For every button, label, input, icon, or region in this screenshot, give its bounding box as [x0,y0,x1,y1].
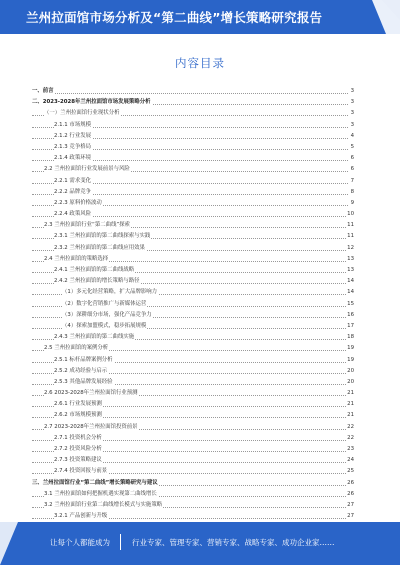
toc-entry-page: 13 [346,254,354,265]
toc-entry-label: 2.7.3 投资策略建议 [54,455,103,466]
toc-entry-label: 2.4.1 兰州拉面馆的第二曲线战略 [54,265,135,276]
toc-entry[interactable] [32,388,354,399]
toc-entry-page: 7 [350,176,354,187]
table-of-contents [32,86,354,534]
toc-entry-label: 一、前言 [32,86,55,97]
toc-entry[interactable] [32,108,354,119]
toc-entry-label: 3.2 兰州拉面馆行业第二曲线增长模式与实施策略 [44,500,163,511]
toc-entry-label: 2.5.1 标杆品牌案例分析 [54,355,114,366]
toc-entry[interactable] [32,187,354,198]
toc-entry-page: 18 [346,332,354,343]
toc-entry-label: 2.3 兰州拉面馆行业“第二曲线”探索 [44,220,131,231]
toc-entry-label: （一）兰州拉面馆行业现状分析 [44,108,120,119]
toc-entry-page: 27 [346,500,354,511]
toc-entry[interactable] [32,299,354,310]
toc-entry[interactable] [32,355,354,366]
toc-entry-page: 3 [350,97,354,108]
toc-entry-page: 11 [346,220,354,231]
toc-entry-label: 2.3.1 兰州拉面馆的第二曲线探索与实践 [54,231,151,242]
toc-entry-label: 2.2.3 原料价格波动 [54,198,103,209]
toc-entry[interactable] [32,287,354,298]
toc-heading: 内容目录 [175,56,225,70]
toc-entry-label: 2.7.1 投资机会分析 [54,433,103,444]
toc-entry[interactable] [32,410,354,421]
toc-entry-page: 21 [346,410,354,421]
footer-tagline: 行业专家、管理专家、营销专家、战略专家、成功企业家…… [132,538,335,547]
toc-entry-label: 2.2.2 品牌竞争 [54,187,92,198]
toc-entry[interactable] [32,511,354,522]
toc-entry-label: 2.4.2 兰州拉面馆的增长策略与路径 [54,276,141,287]
toc-entry-page: 14 [346,276,354,287]
toc-entry[interactable] [32,276,354,287]
toc-entry-label: 2.1.2 行业发展 [54,131,92,142]
toc-entry[interactable] [32,366,354,377]
toc-entry[interactable] [32,466,354,477]
toc-entry[interactable] [32,489,354,500]
toc-entry-label: 二、2023-2028年兰州拉面馆市场发展策略分析 [32,97,152,108]
toc-entry[interactable] [32,433,354,444]
toc-entry[interactable] [32,131,354,142]
toc-entry-page: 6 [350,164,354,175]
toc-entry-page: 8 [350,187,354,198]
toc-entry-page: 19 [346,343,354,354]
toc-entry[interactable] [32,310,354,321]
toc-entry-label: 2.5.3 其他品牌发展经验 [54,377,114,388]
toc-entry-label: 三、兰州拉面馆行业“第二曲线”增长策略研究与建议 [32,478,159,489]
toc-entry[interactable] [32,209,354,220]
toc-entry-label: 2.7.2 投资风险分析 [54,444,103,455]
toc-entry-page: 5 [350,142,354,153]
toc-entry-page: 16 [346,310,354,321]
toc-entry-page: 20 [346,366,354,377]
toc-entry-page: 26 [346,489,354,500]
footer-slogan: 让每个人都能成为 [50,538,110,547]
header-band [0,0,400,34]
toc-entry-label: 2.7 2023-2028年兰州拉面馆投资前景 [44,422,139,433]
toc-entry-page: 22 [346,433,354,444]
toc-entry-label: 2.5.2 成功经验与启示 [54,366,108,377]
toc-entry-page: 3 [350,86,354,97]
toc-entry-page: 21 [346,399,354,410]
footer-divider [120,534,121,550]
toc-entry-page: 17 [346,321,354,332]
toc-entry-page: 3 [350,120,354,131]
toc-entry[interactable] [32,153,354,164]
toc-entry[interactable] [32,321,354,332]
toc-entry-label: 2.4.3 兰州拉面馆的第二曲线实施 [54,332,135,343]
toc-entry-label: （3）深耕细分市场，强化产品竞争力 [62,310,153,321]
toc-entry-page: 15 [346,299,354,310]
toc-entry-label: 2.5 兰州拉面馆的案例分析 [44,343,109,354]
toc-entry-page: 22 [346,422,354,433]
toc-entry[interactable] [32,422,354,433]
toc-entry[interactable] [32,377,354,388]
toc-entry-page: 21 [346,388,354,399]
toc-entry-page: 3 [350,108,354,119]
toc-entry[interactable] [32,164,354,175]
toc-entry-page: 14 [346,287,354,298]
toc-entry-page: 23 [346,444,354,455]
toc-entry-page: 4 [350,131,354,142]
toc-entry-label: 3.1 兰州拉面馆如何把握机遇实现第二曲线增长 [44,489,158,500]
toc-entry[interactable] [32,455,354,466]
toc-entry-label: 2.6.1 行业发展预测 [54,399,103,410]
toc-entry[interactable] [32,243,354,254]
corner-decoration-icon [362,0,400,34]
toc-entry-page: 12 [346,243,354,254]
toc-entry-page: 25 [346,466,354,477]
toc-entry[interactable] [32,500,354,511]
toc-entry[interactable] [32,444,354,455]
toc-entry[interactable] [32,97,354,108]
footer-band [0,522,400,565]
toc-entry-label: 2.2 兰州拉面馆行业发展前景与风险 [44,164,131,175]
toc-entry-label: 2.3.2 兰州拉面馆的第二曲线应用效果 [54,243,146,254]
toc-entry[interactable] [32,254,354,265]
toc-entry-page: 10 [346,209,354,220]
toc-entry[interactable] [32,120,354,131]
toc-entry[interactable] [32,198,354,209]
toc-entry-page: 11 [346,231,354,242]
toc-entry-label: 3.2.1 产品创新与升级 [54,511,108,522]
toc-entry-label: 2.7.4 投资回报与前景 [54,466,108,477]
toc-entry[interactable] [32,176,354,187]
toc-leader-dots [32,93,348,94]
toc-entry-page: 13 [346,265,354,276]
toc-entry-page: 19 [346,355,354,366]
footer-decoration-icon [0,522,30,565]
toc-entry[interactable] [32,220,354,231]
toc-entry-page: 26 [346,478,354,489]
toc-entry-label: 2.6.2 市场规模预测 [54,410,103,421]
toc-entry-label: （2）数字化营销推广与新媒体运营 [62,299,147,310]
toc-entry-label: 2.2.1 需求变化 [54,176,92,187]
toc-entry[interactable] [32,399,354,410]
report-title: 兰州拉面馆市场分析及“第二曲线”增长策略研究报告 [26,10,323,25]
toc-entry-label: 2.1.1 市场规模 [54,120,92,131]
toc-entry[interactable] [32,265,354,276]
toc-entry[interactable] [32,86,354,97]
toc-entry[interactable] [32,332,354,343]
toc-entry[interactable] [32,231,354,242]
toc-entry[interactable] [32,343,354,354]
toc-entry[interactable] [32,478,354,489]
toc-entry-label: 2.1.4 政策环境 [54,153,92,164]
toc-entry-label: 2.2.4 政策风险 [54,209,92,220]
toc-entry[interactable] [32,142,354,153]
toc-entry-page: 27 [346,511,354,522]
toc-entry-label: （1）多元化经营策略，扩大品牌影响力 [62,287,158,298]
toc-entry-page: 9 [350,198,354,209]
toc-entry-label: 2.1.3 竞争格局 [54,142,92,153]
toc-entry-page: 20 [346,377,354,388]
toc-entry-label: 2.4 兰州拉面馆的策略选择 [44,254,109,265]
toc-entry-page: 24 [346,455,354,466]
toc-entry-label: 2.6 2023-2028年兰州拉面馆行业预测 [44,388,139,399]
toc-entry-page: 6 [350,153,354,164]
toc-entry-label: （4）探索加盟模式，稳步拓展规模 [62,321,147,332]
